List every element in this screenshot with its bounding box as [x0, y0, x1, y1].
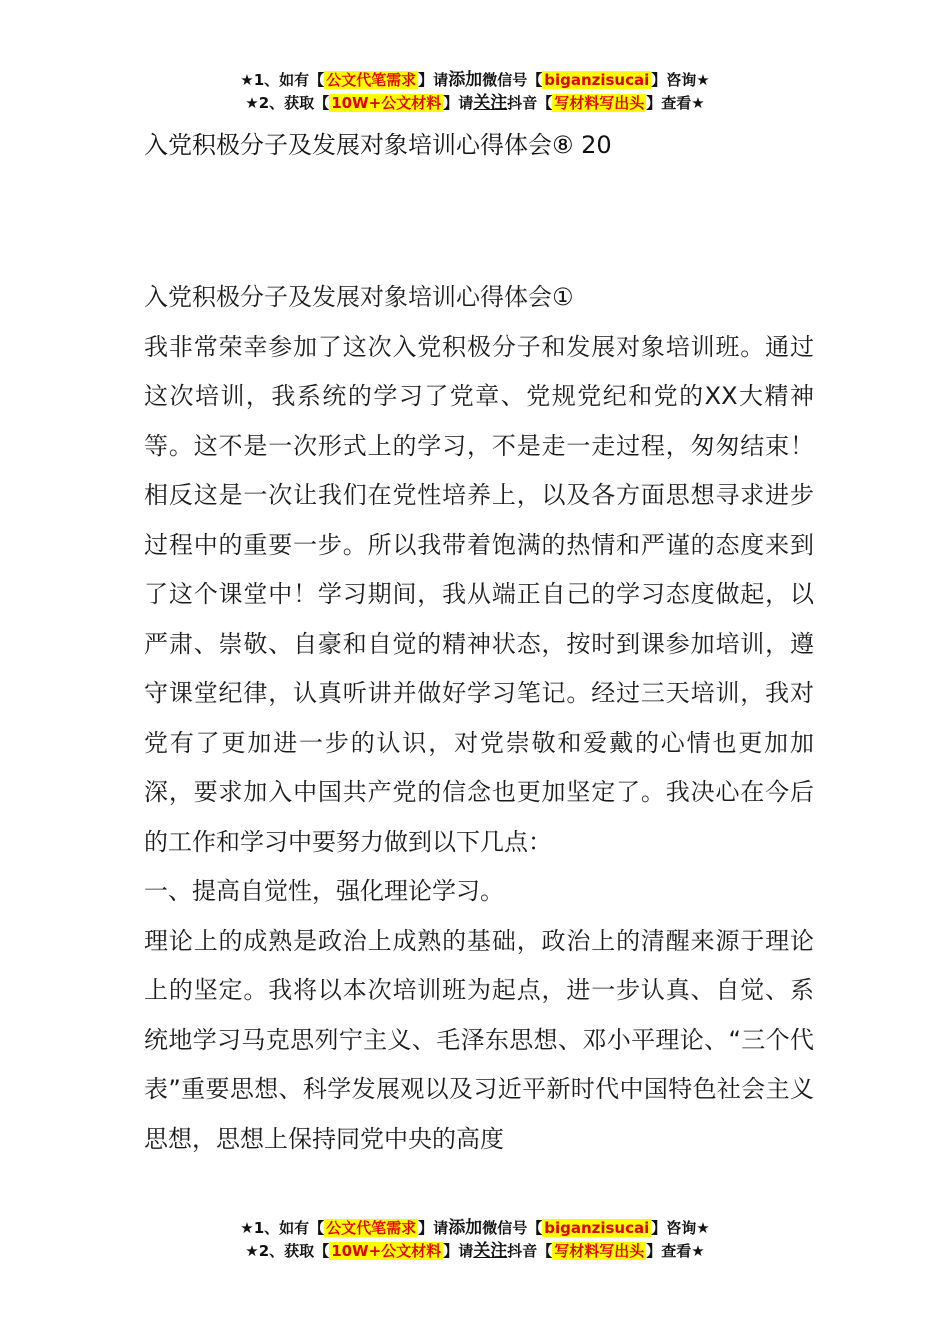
- footer-banner: [0, 1217, 950, 1263]
- banner-emphasis: 关注: [473, 93, 508, 113]
- banner-text: ★2、获取【: [245, 1242, 330, 1260]
- banner-text: 抖音【: [507, 1242, 553, 1260]
- douyin-account: 写材料写出头: [554, 94, 645, 112]
- document-body: [144, 273, 814, 1164]
- wechat-id: biganzisucai: [544, 1219, 650, 1237]
- banner-text: 抖音【: [507, 94, 553, 112]
- banner-text: 】请: [418, 71, 449, 89]
- banner-text: 】咨询★: [651, 71, 710, 89]
- highlight-materials: 10W+公文材料: [331, 94, 442, 112]
- highlight-service: 公文代笔需求: [326, 1219, 417, 1237]
- paragraph-theory: 理论上的成熟是政治上成熟的基础，政治上的清醒来源于理论上的坚定。我将以本次培训班为起点，进一步认真、自觉、系统地学习马克思列宁主义、毛泽东思想、邓小平理论、“三个代表”重要思想、科学发展观以及习近平新时代中国特色社会主义思想，思想上保持同党中央的高度: [144, 926, 814, 1153]
- banner-line-1: [0, 1217, 950, 1240]
- banner-emphasis: 关注: [473, 1241, 508, 1261]
- banner-emphasis: 添加: [448, 70, 483, 90]
- banner-text: 】请: [443, 1242, 474, 1260]
- section-heading: 入党积极分子及发展对象培训心得体会①: [144, 283, 574, 311]
- banner-text: 】请: [443, 94, 474, 112]
- banner-line-1: [0, 69, 950, 92]
- banner-text: 微信号【: [482, 1219, 543, 1237]
- banner-line-2: [0, 1240, 950, 1263]
- banner-text: ★1、如有【: [240, 71, 325, 89]
- banner-text: 】咨询★: [651, 1219, 710, 1237]
- wechat-id: biganzisucai: [544, 71, 650, 89]
- banner-text: 微信号【: [482, 71, 543, 89]
- paragraph-heading-1: 一、提高自觉性，强化理论学习。: [144, 877, 504, 905]
- highlight-materials: 10W+公文材料: [331, 1242, 442, 1260]
- banner-text: ★1、如有【: [240, 1219, 325, 1237]
- paragraph-intro: 我非常荣幸参加了这次入党积极分子和发展对象培训班。通过这次培训，我系统的学习了党章、党规党纪和党的XX大精神等。这不是一次形式上的学习，不是走一走过程，匆匆结束！相反这是一次让我们在党性培养上，以及各方面思想寻求进步过程中的重要一步。所以我带着饱满的热情和严谨的态度来到了这个课堂中！学习期间，我从端正自己的学习态度做起，以严肃、崇敬、自豪和自觉的精神状态，按时到课参加培训，遵守课堂纪律，认真听讲并做好学习笔记。经过三天培训，我对党有了更加进一步的认识，对党崇敬和爱戴的心情也更加加深，要求加入中国共产党的信念也更加坚定了。我决心在今后的工作和学习中要努力做到以下几点：: [144, 332, 814, 856]
- header-banner: [0, 69, 950, 115]
- banner-line-2: [0, 92, 950, 115]
- banner-text: 】查看★: [646, 1242, 705, 1260]
- banner-text: ★2、获取【: [245, 94, 330, 112]
- document-title: 入党积极分子及发展对象培训心得体会⑧ 20: [144, 131, 612, 159]
- banner-text: 】请: [418, 1219, 449, 1237]
- banner-emphasis: 添加: [448, 1218, 483, 1238]
- douyin-account: 写材料写出头: [554, 1242, 645, 1260]
- banner-text: 】查看★: [646, 94, 705, 112]
- highlight-service: 公文代笔需求: [326, 71, 417, 89]
